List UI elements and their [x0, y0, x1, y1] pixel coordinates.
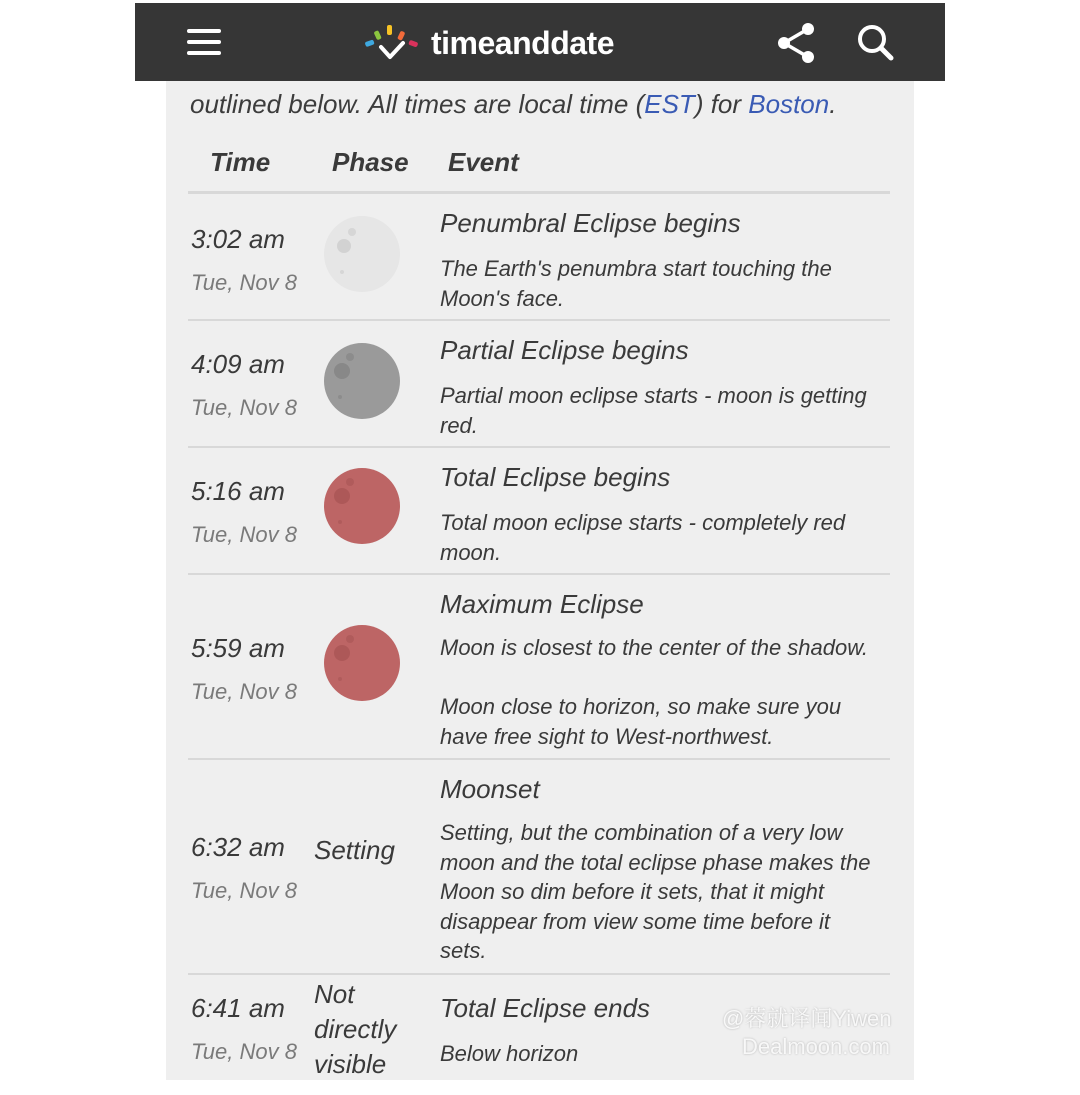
event-description-note: Moon close to horizon, so make sure you have free sight to West-northwest.	[440, 694, 842, 749]
share-icon[interactable]	[775, 21, 819, 65]
table-row	[188, 194, 890, 321]
moon-maximum-icon	[324, 625, 400, 701]
moon-penumbral-icon	[324, 216, 400, 292]
event-date: Tue, Nov 8	[191, 878, 297, 903]
event-description: Partial moon eclipse starts - moon is getting red.	[440, 383, 867, 438]
event-date: Tue, Nov 8	[191, 679, 297, 704]
column-header-phase: Phase	[332, 147, 409, 177]
watermark-handle: @蓉就译闻Yiwen	[722, 1006, 892, 1031]
column-header-time: Time	[210, 147, 271, 177]
event-title: Maximum Eclipse	[440, 589, 644, 619]
table-row	[188, 575, 890, 760]
site-logo[interactable]	[363, 21, 614, 65]
event-title: Moonset	[440, 774, 540, 804]
moon-total-icon	[324, 468, 400, 544]
event-time: 6:32 am	[191, 832, 285, 862]
event-title: Total Eclipse ends	[440, 993, 651, 1023]
event-time: 3:02 am	[191, 224, 285, 254]
event-description: The Earth's penumbra start touching the Moon's face.	[440, 256, 832, 311]
event-title: Total Eclipse begins	[440, 462, 671, 492]
city-link[interactable]: Boston	[748, 89, 830, 119]
search-icon[interactable]	[853, 21, 897, 65]
event-date: Tue, Nov 8	[191, 395, 297, 420]
event-title: Partial Eclipse begins	[440, 335, 689, 365]
moon-partial-icon	[324, 343, 400, 419]
event-description: Below horizon	[440, 1041, 579, 1066]
intro-suffix: .	[829, 89, 837, 119]
table-row	[188, 448, 890, 575]
hamburger-menu-icon[interactable]	[185, 27, 223, 57]
event-time: 4:09 am	[191, 349, 285, 379]
event-time: 6:41 am	[191, 993, 285, 1023]
intro-prefix: outlined below. All times are local time (	[190, 89, 645, 119]
eclipse-timeline-panel	[166, 81, 914, 1080]
event-description: Moon is closest to the center of the shadow.	[440, 635, 869, 660]
event-date: Tue, Nov 8	[191, 1039, 297, 1064]
intro-middle: ) for	[694, 89, 749, 119]
logo-mark-icon	[363, 23, 427, 63]
intro-text	[190, 89, 836, 120]
logo-text: timeanddate	[431, 24, 614, 61]
column-header-event: Event	[448, 147, 519, 177]
event-description: Setting, but the combination of a very low moon and the total eclipse phase makes the Moon so dim before it sets, that it might disappear from view some time before it sets.	[440, 820, 871, 963]
event-title: Penumbral Eclipse begins	[440, 208, 741, 238]
phase-label: Setting	[314, 835, 395, 865]
table-row	[188, 760, 890, 975]
timezone-link[interactable]: EST	[644, 89, 695, 119]
top-navigation-bar	[135, 3, 945, 81]
table-row	[188, 321, 890, 448]
event-date: Tue, Nov 8	[191, 270, 297, 295]
event-time: 5:16 am	[191, 476, 285, 506]
event-date: Tue, Nov 8	[191, 522, 297, 547]
watermark-site: Dealmoon.com	[742, 1034, 890, 1059]
phase-label: Not directly visible	[314, 979, 397, 1079]
event-time: 5:59 am	[191, 633, 285, 663]
event-description: Total moon eclipse starts - completely red moon.	[440, 510, 846, 565]
